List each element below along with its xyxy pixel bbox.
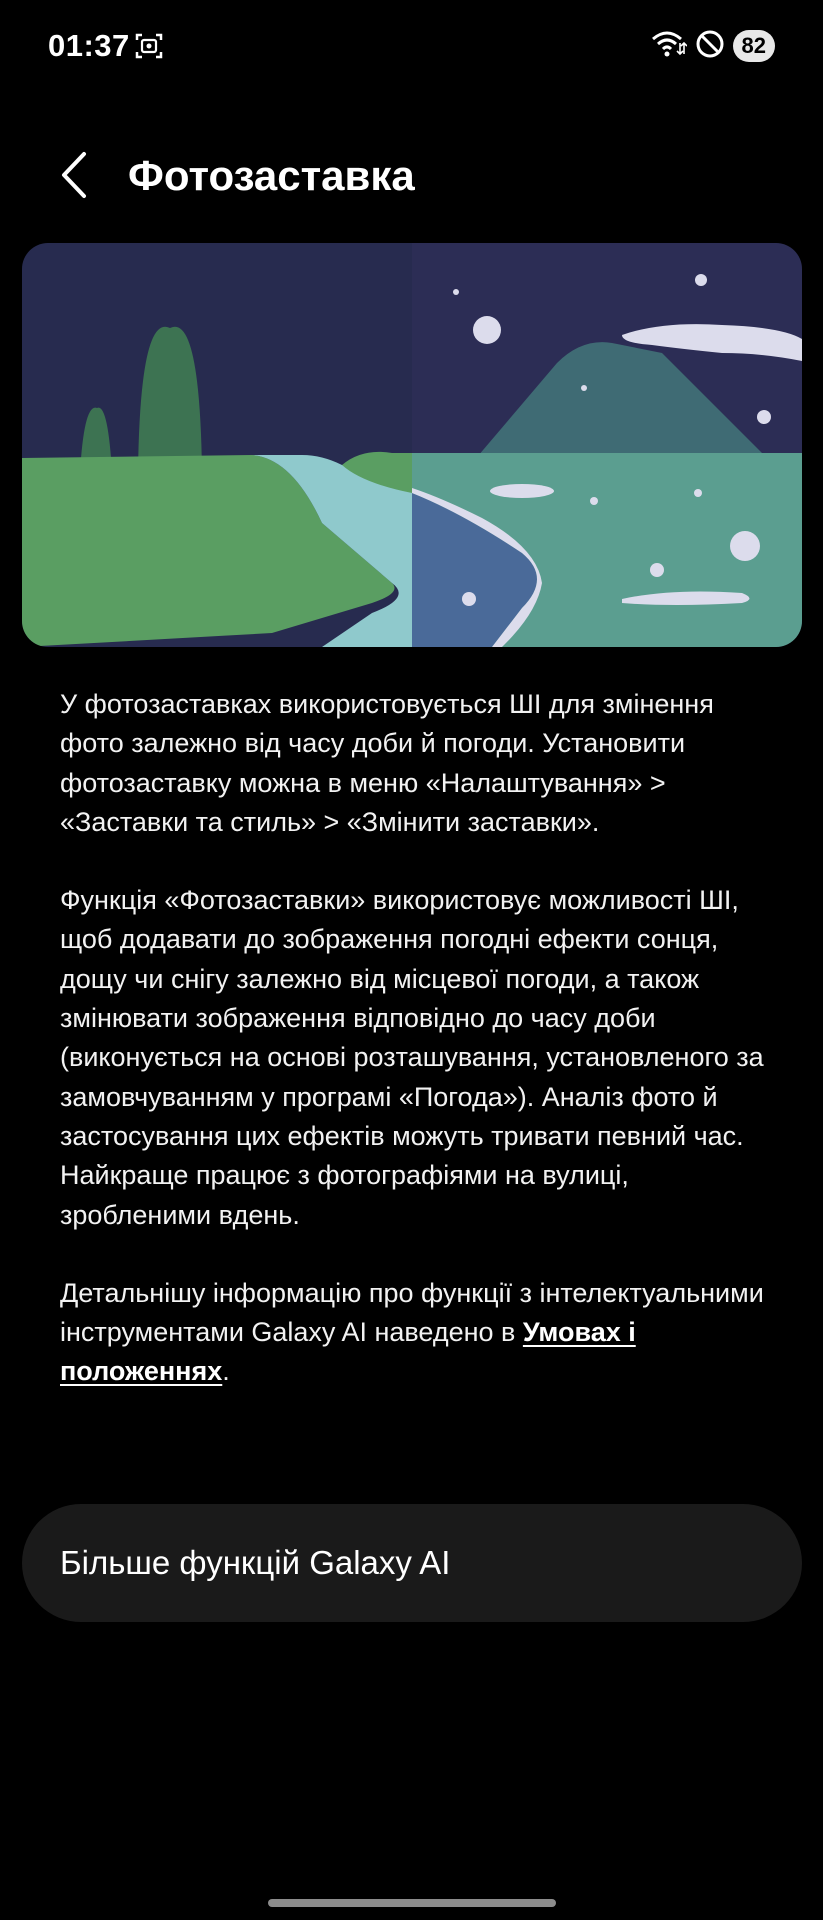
page-title: Фотозаставка — [128, 152, 415, 199]
hero-illustration — [22, 243, 802, 647]
battery-icon: 82 — [733, 30, 775, 62]
terms-suffix: . — [222, 1356, 230, 1387]
paragraph-intro: У фотозаставках використовується ШІ для змінення фото залежно від часу доби й погоди. Установити фотозаставку можна в меню «Налаштування» > «Заставки та стиль» > «Змінити заставки». — [60, 689, 714, 837]
wifi-icon — [651, 29, 687, 64]
back-button[interactable] — [50, 148, 100, 202]
more-galaxy-ai-features-button[interactable] — [22, 1504, 802, 1622]
status-icons — [651, 28, 775, 64]
paragraph-details: Функція «Фотозаставки» використовує можливості ШІ, щоб додавати до зображення погодні ефекти сонця, дощу чи снігу залежно від місцевої погоди, а також змінювати зображення відповідно до часу доби (виконується на основі розташування, установленого за замовчуванням у програмі «Погода»). Аналіз фото й застосування цих ефектів можуть тривати певний час. Найкраще працює з фотографіями на вулиці, зробленими вдень. — [60, 885, 764, 1230]
more-galaxy-ai-features-label: Більше функцій Galaxy AI — [60, 1544, 451, 1581]
terms-prefix: Детальнішу інформацію про функції з інтелектуальними інструментами Galaxy AI наведено в — [60, 1277, 764, 1348]
terms-link[interactable]: Умовах і положеннях — [60, 1317, 636, 1387]
status-bar — [0, 0, 823, 92]
description — [60, 685, 770, 1392]
screenshot-icon — [134, 31, 164, 66]
status-time: 01:37 — [48, 28, 130, 63]
paragraph-terms — [60, 1274, 770, 1392]
header — [0, 130, 823, 220]
do-not-disturb-icon — [695, 29, 725, 64]
home-indicator[interactable] — [268, 1899, 556, 1907]
back-arrow-icon — [50, 148, 100, 202]
